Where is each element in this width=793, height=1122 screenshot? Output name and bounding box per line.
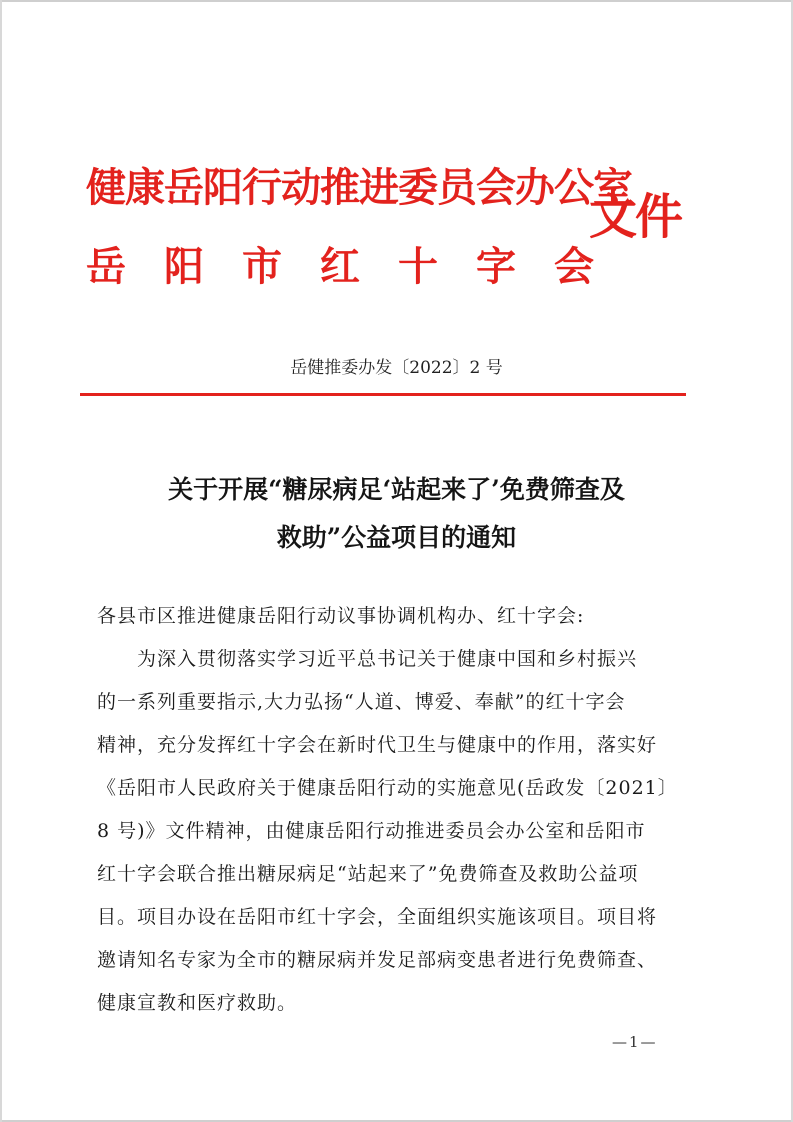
body-line: 为深入贯彻落实学习近平总书记关于健康中国和乡村振兴 (137, 648, 638, 670)
body-line: 邀请知名专家为全市的糖尿病并发足部病变患者进行免费筛查、 (97, 949, 658, 971)
scan-border-left (0, 0, 2, 1122)
body-line: 8 号)》文件精神，由健康岳阳行动推进委员会办公室和岳阳市 (97, 820, 646, 842)
issuing-org-2: 岳阳市红十字会 (86, 243, 632, 290)
document-number: 岳健推委办发〔2022〕2 号 (290, 358, 503, 378)
body-line: 精神，充分发挥红十字会在新时代卫生与健康中的作用，落实好 (97, 734, 658, 756)
body-line: 红十字会联合推出糖尿病足“站起来了”免费筛查及救助公益项 (97, 863, 639, 885)
document-title-line-1: 关于开展“糖尿病足‘站起来了’免费筛查及 (168, 475, 625, 504)
document-type-label: 文件 (589, 189, 682, 245)
document-title-line-2: 救助”公益项目的通知 (276, 523, 517, 552)
body-line: 的一系列重要指示,大力弘扬“人道、博爱、奉献”的红十字会 (97, 691, 626, 713)
body-line: 目。项目办设在岳阳市红十字会，全面组织实施该项目。项目将 (97, 906, 658, 928)
body-line: 健康宣教和医疗救助。 (97, 992, 298, 1014)
red-separator-line (80, 393, 686, 396)
salutation: 各县市区推进健康岳阳行动议事协调机构办、红十字会: (97, 605, 585, 627)
scan-border-top (0, 0, 793, 2)
body-line: 《岳阳市人民政府关于健康岳阳行动的实施意见(岳政发〔2021〕 (97, 777, 678, 799)
issuing-org-1: 健康岳阳行动推进委员会办公室 (86, 164, 632, 211)
page-number: —1— (612, 1033, 658, 1051)
